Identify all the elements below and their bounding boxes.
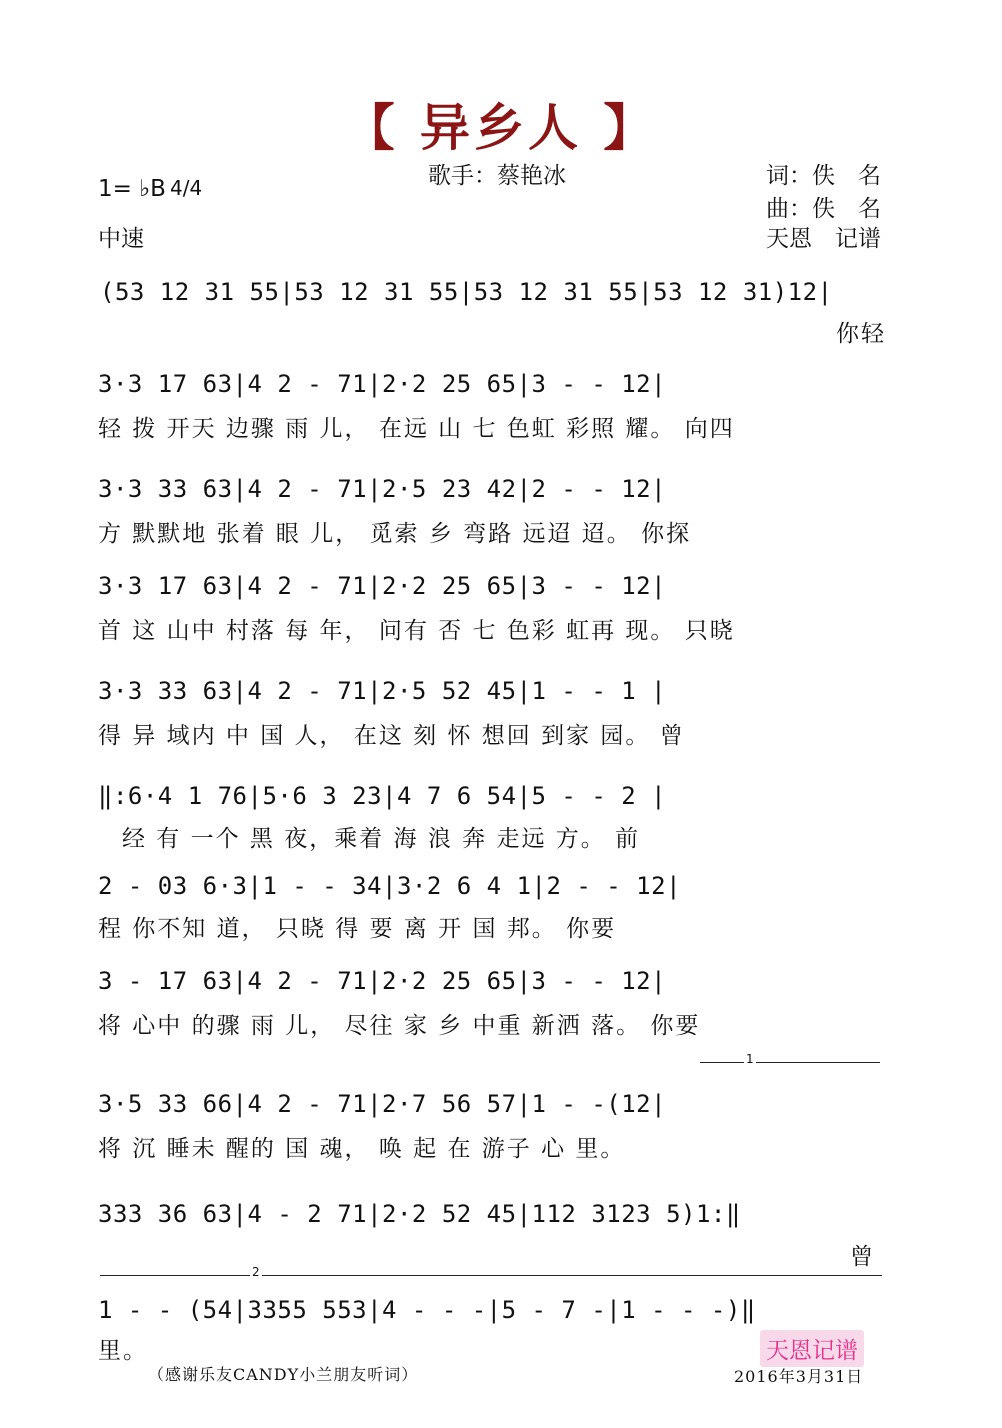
lyric-line-8: 将 心中 的骤 雨 儿， 尽往 家 乡 中重 新洒 落。 你要 xyxy=(98,1013,701,1039)
lyricist-credit: 词：佚 名 xyxy=(766,163,881,189)
date-note: 2016年3月31日 xyxy=(734,1367,864,1386)
song-title: 【 异乡人 】 xyxy=(344,99,658,157)
lyric-line-7: 程 你不知 道， 只晓 得 要 离 开 国 邦。 你要 xyxy=(98,916,617,942)
volta-bracket-1 xyxy=(700,1052,880,1066)
volta-number-1: 1 xyxy=(746,1052,754,1066)
volta-bracket-2 xyxy=(100,1265,882,1279)
notation-line-6: ‖:6·4 1 76|5·6 3 23|4 7 6 54|5 - - 2 | xyxy=(98,782,667,810)
notation-line-1: (53 12 31 55|53 12 31 55|53 12 31 55|53 12 31)12| xyxy=(100,278,833,306)
key-signature: 1= ♭B xyxy=(98,176,166,202)
volta-number-2: 2 xyxy=(252,1265,260,1279)
notation-line-7: 2 - 03 6·3|1 - - 34|3·2 6 4 1|2 - - 12| xyxy=(98,872,682,900)
notation-line-5: 3·3 33 63|4 2 - 71|2·5 52 45|1 - - 1 | xyxy=(98,677,667,705)
notation-line-9: 3·5 33 66|4 2 - 71|2·7 56 57|1 - -(12| xyxy=(98,1090,667,1118)
notation-line-4: 3·3 17 63|4 2 - 71|2·2 25 65|3 - - 12| xyxy=(98,572,667,600)
lyric-line-4: 首 这 山中 村落 每 年， 问有 否 七 色彩 虹再 现。 只晓 xyxy=(98,618,735,644)
tempo-marking: 中速 xyxy=(98,226,144,252)
thanks-note: （感谢乐友CANDY小兰朋友听词） xyxy=(148,1365,419,1384)
lyric-line-11: 里。 xyxy=(98,1338,148,1364)
singer-credit: 歌手：蔡艳冰 xyxy=(428,163,566,189)
notation-line-11: 1 - - (54|3355 553|4 - - -|5 - 7 -|1 - - -)‖ xyxy=(98,1296,756,1324)
notation-line-8: 3 - 17 63|4 2 - 71|2·2 25 65|3 - - 12| xyxy=(98,967,667,995)
lyric-line-1: 你轻 xyxy=(836,321,886,347)
lyric-line-9: 将 沉 睡未 醒的 国 魂， 唤 起 在 游子 心 里。 xyxy=(98,1136,626,1162)
lyric-line-5: 得 异 域内 中 国 人， 在这 刻 怀 想回 到家 园。 曾 xyxy=(98,723,685,749)
transcriber-credit: 天恩 记谱 xyxy=(766,226,881,252)
lyric-line-6: 经 有 一个 黑 夜，乘着 海 浪 奔 走远 方。 前 xyxy=(122,826,641,852)
lyric-line-10: 曾 xyxy=(850,1244,875,1270)
notation-line-2: 3·3 17 63|4 2 - 71|2·2 25 65|3 - - 12| xyxy=(98,370,667,398)
notation-line-3: 3·3 33 63|4 2 - 71|2·5 23 42|2 - - 12| xyxy=(98,475,667,503)
notation-line-10: 333 36 63|4 - 2 71|2·2 52 45|112 3123 5)1:‖ xyxy=(98,1200,741,1228)
lyric-line-3: 方 默默地 张着 眼 儿， 觅索 乡 弯路 远迢 迢。 你探 xyxy=(98,521,692,547)
lyric-line-2: 轻 拨 开天 边骤 雨 儿， 在远 山 七 色虹 彩照 耀。 向四 xyxy=(98,416,735,442)
composer-credit: 曲：佚 名 xyxy=(766,196,881,222)
time-signature: 4/4 xyxy=(170,176,203,200)
transcriber-stamp: 天恩记谱 xyxy=(760,1330,864,1367)
